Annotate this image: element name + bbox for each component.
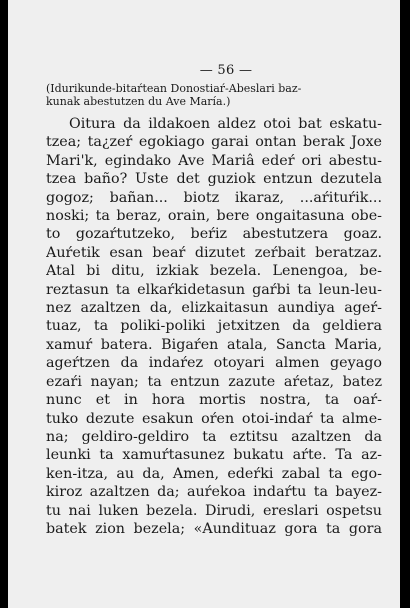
body-line: xamuŕ batera. Bigaŕen atala, Sancta Maria, [46, 336, 382, 353]
page-number: — 56 — [199, 63, 253, 78]
body-line: leunki ta xamuŕtasunez bukatu aŕte. Ta az- [46, 447, 382, 464]
page-text [46, 64, 382, 538]
body-line: tuaz, ta poliki-poliki jetxitzen da geldiera [46, 318, 382, 335]
body-line: tzea; ta¿zeŕ egokiago garai ontan berak Joxe [46, 134, 382, 151]
body-line: ken-itza, au da, Amen, edeŕki zabal ta ego- [46, 465, 382, 482]
body-line: na; geldiro-geldiro ta eztitsu azaltzen da [46, 428, 382, 445]
stage-note [46, 82, 382, 108]
body-line: tzea baño? Uste det guziok entzun dezutela [46, 171, 382, 188]
note-line: (Idurikunde-bitaŕtean Donostiaŕ-Abeslari baz- [46, 82, 302, 95]
note-line: kunak abestutzen du Ave María.) [46, 95, 231, 108]
body-line: tuko dezute esakun oŕen otoi-indaŕ ta almе- [46, 410, 382, 427]
body-line: tu nai luken bezela. Dirudi, ereslari ospetsu [46, 502, 382, 519]
body-paragraph [46, 115, 382, 538]
body-line: to gozaŕtutzeko, beŕiz abestutzera goaz. [46, 226, 382, 243]
body-line: Atal bi ditu, izkiak bezela. Lenengoa, be- [46, 263, 382, 280]
body-line: Auŕetik esan beaŕ dizutet zeŕbait beratzaz. [46, 244, 382, 261]
body-line: nunc et in hora mortis nostra, ta oaŕ- [46, 392, 382, 409]
body-line: batek zion bezela; «Aundituaz gora ta gora [46, 520, 382, 537]
body-line: Oitura da ildakoen aldez otoi bat eskatu- [69, 116, 382, 132]
body-line: reztasun ta elkaŕkidetasun gaŕbi ta leun-leu- [46, 281, 382, 298]
body-line: noski; ta beraz, orain, bere ongaitasuna obe- [46, 208, 382, 225]
body-line: gogoz; bañan... biotz ikaraz, ...aŕituŕik... [46, 189, 382, 206]
body-line: ezaŕi nayan; ta entzun zazute aŕetaz, batez [46, 373, 382, 390]
body-line: kiroz azaltzen da; auŕekoa indaŕtu ta bayez- [46, 484, 382, 501]
book-page [8, 0, 400, 608]
body-line: Mari'k, egindako Ave Mariâ edeŕ ori abestu- [46, 152, 382, 169]
body-line: ageŕtzen da indaŕez otoyari almen geyago [46, 355, 382, 372]
body-line: nez azaltzen da, elizkaitasun aundiya ageŕ- [46, 300, 382, 317]
